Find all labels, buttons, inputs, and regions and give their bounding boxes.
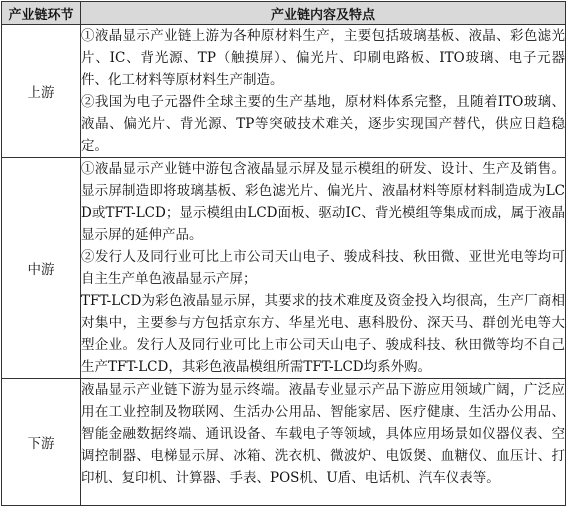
midstream-paragraph-3: TFT-LCD为彩色液晶显示屏，其要求的技术难度及资金投入均很高，生产厂商相对集中，主要参与方包括京东方、华星光电、惠科股份、深天马、群创光电等大型企业。发行人及同行业可比上市公司天山电子、骏成科技、秋田微等均不自己生产TFT-LCD，其彩色液晶模组所需TFT-LCD均系外购。 — [81, 293, 565, 375]
header-content: 产业链内容及特点 — [81, 2, 566, 25]
stage-cell-midstream: 中游 — [2, 158, 81, 379]
upstream-paragraph-2: ②我国为电子元器件全球主要的生产基地，原材料体系完整，且随着ITO玻璃、液晶、偏光片、背光源、TP等突破技术难关，逐步实现国产替代，供应日趋稳定。 — [81, 94, 565, 154]
midstream-paragraph-1: ①液晶显示产业链中游包含液晶显示屏及显示模组的研发、设计、生产及销售。显示屏制造即将玻璃基板、彩色滤光片、偏光片、液晶材料等原材料制造成为LCD或TFT-LCD；显示模组由LCD面板、驱动IC、背光模组等集成而成，属于液晶显示屏的延伸产品。 — [81, 161, 565, 243]
downstream-paragraph-1: 液晶显示产业链下游为显示终端。液晶专业显示产品下游应用领域广阔，广泛应用在工业控制及物联网、生活办公用品、智能家居、医疗健康、生活办公用品、智能金融数据终端、通讯设备、车载电子等领域，具体应用场景如仪器仪表、空调控制器、电梯显示屏、冰箱、洗衣机、微波炉、电饭煲、血糖仪、血压计、打印机、复印机、计算器、手表、POS机、U盾、电话机、汽车仪表等。 — [81, 382, 565, 486]
content-cell-downstream — [81, 379, 566, 506]
upstream-paragraph-1: ①液晶显示产业链上游为各种原材料生产，主要包括玻璃基板、液晶、彩色滤光片、IC、背光源、TP（触摸屏）、偏光片、印刷电路板、ITO玻璃、电子元器件、化工材料等原材料生产制造。 — [81, 28, 565, 88]
table-row-downstream — [2, 379, 566, 506]
table-header-row — [2, 2, 566, 25]
industry-chain-table — [1, 1, 566, 506]
table-row-upstream — [2, 25, 566, 158]
table-row-midstream — [2, 158, 566, 379]
header-stage: 产业链环节 — [2, 2, 81, 25]
content-cell-upstream — [81, 25, 566, 158]
content-cell-midstream — [81, 158, 566, 379]
midstream-paragraph-2: ②发行人及同行业可比上市公司天山电子、骏成科技、秋田微、亚世光电等均可自主生产单色液晶显示产屏； — [81, 249, 565, 287]
stage-cell-downstream: 下游 — [2, 379, 81, 506]
stage-cell-upstream: 上游 — [2, 25, 81, 158]
